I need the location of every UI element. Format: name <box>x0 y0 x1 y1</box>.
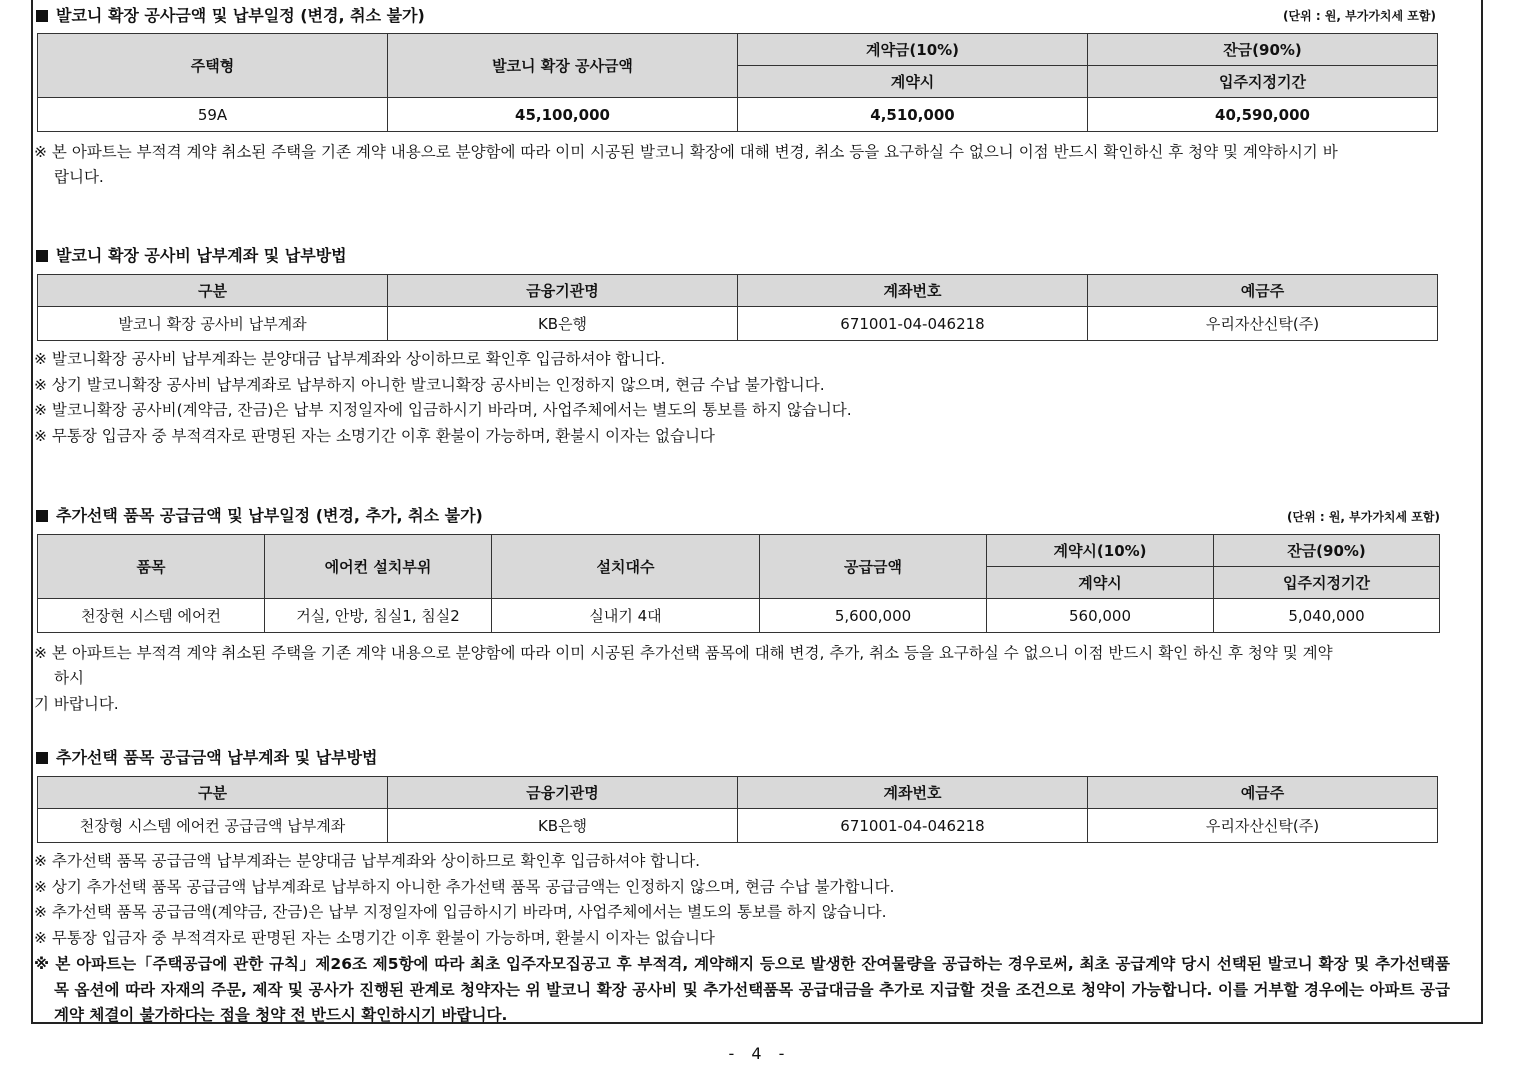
balcony-account-note-4: ※ 무통장 입금자 중 부적격자로 판명된 자는 소명기간 이후 환불이 가능하며, 환불시 이자는 없습니다 <box>34 427 715 445</box>
notice-text: ※ 본 아파트는 부적격 계약 취소된 주택을 기존 계약 내용으로 분양함에 따라 이미 시공된 추가선택 품목에 대해 변경, 추가, 취소 등을 요구하실 수 없으니 이점 반드시 확인 하신 후 청약 및 계약 <box>34 644 1333 662</box>
bold-important-notice: ※ 본 아파트는「주택공급에 관한 규칙」제26조 제5항에 따라 최초 입주자모집공고 후 부적격, 계약해지 등으로 발생한 잔여물량을 공급하는 경우로써, 최초 공급계약 당시 선택된 발코니 확장 및 추가선택품목 옵션에 따라 자재의 주문, 제작 및 공사가 진행된 관계로 청약자는 위 발코니 확장 공사비 및 추가선택품목 공급대금을 추가로 지급할 것을 조건으로 청약이 가능합니다. 이를 거부할 경우에는 아파트 공급계약 체결이 불가하다는 점을 청약 전 반드시 확인하시기 바랍니다. <box>34 955 1450 1024</box>
col-header-deposit-sub: 계약시 <box>987 567 1214 599</box>
unit-note: (단위 : 원, 부가가치세 포함) <box>1283 9 1436 23</box>
cell-account: 671001-04-046218 <box>738 809 1088 843</box>
option-cost-table <box>37 534 1440 633</box>
option-account-note-2: ※ 상기 추가선택 품목 공급금액 납부계좌로 납부하지 아니한 추가선택 품목 공급금액는 인정하지 않으며, 현금 수납 불가합니다. <box>34 878 895 896</box>
cell-item: 천장현 시스템 에어컨 <box>38 599 265 633</box>
cell-balance: 5,040,000 <box>1214 599 1440 633</box>
col-header-account: 계좌번호 <box>738 777 1088 809</box>
page-number: - 4 - <box>728 1044 791 1063</box>
notice-text: ※ 본 아파트는 부적격 계약 취소된 주택을 기존 계약 내용으로 분양함에 따라 이미 시공된 발코니 확장에 대해 변경, 취소 등을 요구하실 수 없으니 이점 반드시 확인하신 후 청약 및 계약하시기 바 <box>34 143 1338 161</box>
square-bullet-icon <box>36 752 48 764</box>
col-header-type: 주택형 <box>38 34 388 98</box>
cell-balance: 40,590,000 <box>1088 98 1438 132</box>
col-header-balance: 잔금(90%) <box>1088 34 1438 66</box>
cell-type: 59A <box>38 98 388 132</box>
col-header-balance-sub: 입주지정기간 <box>1214 567 1440 599</box>
col-header-deposit-sub: 계약시 <box>738 66 1088 98</box>
notice-text-cont: 랍니다. <box>54 168 104 186</box>
balcony-account-note-3: ※ 발코니확장 공사비(계약금, 잔금)은 납부 지정일자에 입금하시기 바라며, 사업주체에서는 별도의 통보를 하지 않습니다. <box>34 401 852 419</box>
table-row <box>38 98 1438 132</box>
option-account-table <box>37 776 1438 843</box>
square-bullet-icon <box>36 10 48 22</box>
table-row <box>38 307 1438 341</box>
col-header-count: 설치대수 <box>492 535 760 599</box>
table-row <box>38 599 1440 633</box>
section-title-balcony-account: 발코니 확장 공사비 납부계좌 및 납부방법 <box>36 243 347 266</box>
cell-holder: 우리자산신탁(주) <box>1088 307 1438 341</box>
col-header-price: 공급금액 <box>760 535 987 599</box>
table-row <box>38 809 1438 843</box>
cell-account: 671001-04-046218 <box>738 307 1088 341</box>
option-account-note-3: ※ 추가선택 품목 공급금액(계약금, 잔금)은 납부 지정일자에 입금하시기 바라며, 사업주체에서는 별도의 통보를 하지 않습니다. <box>34 903 887 921</box>
square-bullet-icon <box>36 250 48 262</box>
option-account-note-1: ※ 추가선택 품목 공급금액 납부계좌는 분양대금 납부계좌와 상이하므로 확인후 입금하셔야 합니다. <box>34 852 701 870</box>
cell-category: 발코니 확장 공사비 납부계좌 <box>38 307 388 341</box>
balcony-cost-table <box>37 33 1438 132</box>
col-header-bank: 금융기관명 <box>388 777 738 809</box>
balcony-account-note-1: ※ 발코니확장 공사비 납부계좌는 분양대금 납부계좌와 상이하므로 확인후 입금하셔야 합니다. <box>34 350 666 368</box>
cell-deposit: 560,000 <box>987 599 1214 633</box>
option-notice <box>34 641 1450 691</box>
section-title-balcony-cost: 발코니 확장 공사금액 및 납부일정 (변경, 취소 불가) <box>36 3 425 26</box>
col-header-deposit: 계약금(10%) <box>738 34 1088 66</box>
option-notice-cont2: 기 바랍니다. <box>34 695 119 713</box>
section-title-option-cost: 추가선택 품목 공급금액 및 납부일정 (변경, 추가, 취소 불가) <box>36 503 483 526</box>
col-header-category: 구분 <box>38 777 388 809</box>
balcony-account-table <box>37 274 1438 341</box>
col-header-balance-sub: 입주지정기간 <box>1088 66 1438 98</box>
cell-location: 거실, 안방, 침실1, 침실2 <box>265 599 492 633</box>
col-header-item: 품목 <box>38 535 265 599</box>
col-header-location: 에어컨 설치부위 <box>265 535 492 599</box>
cell-count: 실내기 4대 <box>492 599 760 633</box>
col-header-bank: 금융기관명 <box>388 275 738 307</box>
col-header-balance: 잔금(90%) <box>1214 535 1440 567</box>
col-header-amount: 발코니 확장 공사금액 <box>388 34 738 98</box>
section-title-option-account: 추가선택 품목 공급금액 납부계좌 및 납부방법 <box>36 745 378 768</box>
cell-deposit: 4,510,000 <box>738 98 1088 132</box>
col-header-holder: 예금주 <box>1088 275 1438 307</box>
balcony-account-note-2: ※ 상기 발코니확장 공사비 납부계좌로 납부하지 아니한 발코니확장 공사비는 인정하지 않으며, 현금 수납 불가합니다. <box>34 376 825 394</box>
col-header-account: 계좌번호 <box>738 275 1088 307</box>
unit-note: (단위 : 원, 부가가치세 포함) <box>1287 510 1440 524</box>
cell-bank: KB은행 <box>388 809 738 843</box>
cell-bank: KB은행 <box>388 307 738 341</box>
balcony-notice <box>34 140 1450 190</box>
option-account-note-4: ※ 무통장 입금자 중 부적격자로 판명된 자는 소명기간 이후 환불이 가능하며, 환불시 이자는 없습니다 <box>34 929 715 947</box>
col-header-category: 구분 <box>38 275 388 307</box>
square-bullet-icon <box>36 510 48 522</box>
col-header-deposit: 계약시(10%) <box>987 535 1214 567</box>
cell-category: 천장형 시스템 에어컨 공급금액 납부계좌 <box>38 809 388 843</box>
cell-amount: 45,100,000 <box>388 98 738 132</box>
notice-text-cont: 하시 <box>54 669 84 687</box>
cell-price: 5,600,000 <box>760 599 987 633</box>
cell-holder: 우리자산신탁(주) <box>1088 809 1438 843</box>
col-header-holder: 예금주 <box>1088 777 1438 809</box>
